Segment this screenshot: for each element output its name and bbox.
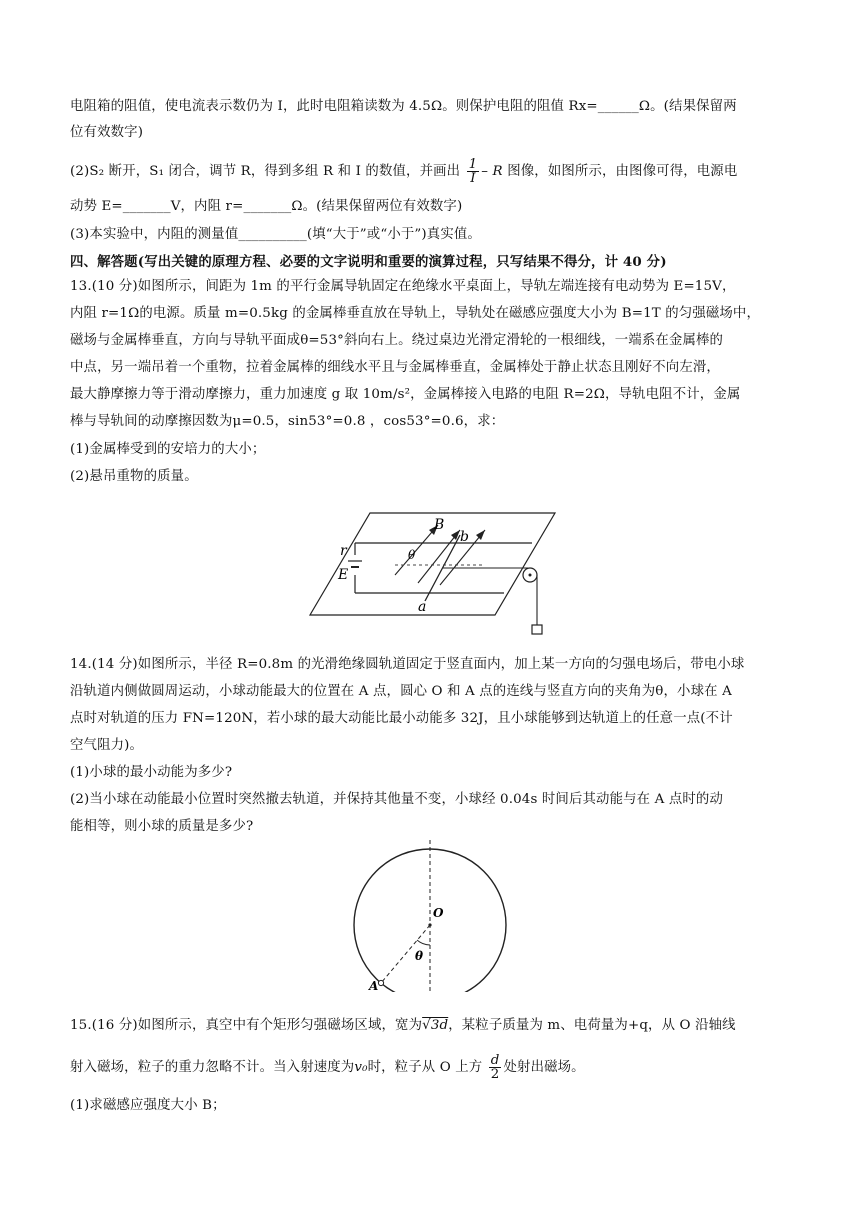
text-line: 14.(14 分)如图所示，半径 R=0.8m 的光滑绝缘圆轨道固定于竖直面内，加上某一方向的匀强电场后，带电小球 xyxy=(70,657,745,672)
text-segment: (2)S₂ 断开，S₁ 闭合，调节 R，得到多组 R 和 I 的数值，并画出 xyxy=(70,164,461,179)
text-line: 动势 E=_______V，内阻 r=_______Ω。(结果保留两位有效数字) xyxy=(70,199,463,214)
center-o xyxy=(428,923,431,926)
text-segment: 处射出磁场。 xyxy=(503,1060,585,1075)
text-line: (2)悬吊重物的质量。 xyxy=(70,469,198,484)
label-theta: θ xyxy=(415,949,424,963)
theta-arc xyxy=(417,940,430,945)
text-line: 空气阻力)。 xyxy=(70,738,144,753)
text-line: 沿轨道内侧做圆周运动，小球动能最大的位置在 A 点，圆心 O 和 A 点的连线与竖直方向的夹角为θ，小球在 A xyxy=(70,684,732,699)
text-line: (2)当小球在动能最小位置时突然撤去轨道，并保持其他量不变，小球经 0.04s 时间后其动能与在 A 点时的动 xyxy=(70,792,724,807)
rail-magnetic-field-figure xyxy=(300,505,565,640)
fraction-1-over-i xyxy=(467,158,480,185)
text-line: 点时对轨道的压力 FN=120N，若小球的最大动能比最小动能多 32J，且小球能够到达轨道上的任意一点(不计 xyxy=(70,711,733,726)
text-line: 电阻箱的阻值，使电流表示数仍为 I，此时电阻箱读数为 4.5Ω。则保护电阻的阻值 Rx=______Ω。(结果保留两 xyxy=(70,99,737,114)
fraction-denominator: I xyxy=(470,171,476,186)
sqrt3-d: √3d xyxy=(422,1018,449,1033)
text-line: 位有效数字) xyxy=(70,125,144,140)
text-line: (1)求磁感应强度大小 B； xyxy=(70,1098,226,1113)
text-segment: 射入磁场，粒子的重力忽略不计。当入射速度为 xyxy=(70,1060,355,1075)
label-o: O xyxy=(433,906,444,920)
text-segment: ，某粒子质量为 m、电荷量为+q，从 O 沿轴线 xyxy=(448,1018,736,1033)
text-line xyxy=(70,1054,800,1081)
pulley-axle xyxy=(529,574,532,577)
label-e: E xyxy=(338,567,349,583)
text-line xyxy=(70,158,800,185)
text-line: 内阻 r=1Ω的电源。质量 m=0.5kg 的金属棒垂直放在导轨上，导轨处在磁感应强度大小为 B=1T 的匀强磁场中， xyxy=(70,306,761,321)
text-line: 磁场与金属棒垂直，方向与导轨平面成θ=53°斜向右上。绕过桌边光滑定滑轮的一根细线，一端系在金属棒的 xyxy=(70,333,724,348)
point-a xyxy=(378,980,383,985)
label-a-end: a xyxy=(418,599,427,615)
label-b-field: B xyxy=(434,517,445,533)
circular-track-figure xyxy=(345,840,515,992)
text-line: (3)本实验中，内阻的测量值__________(填“大于”或“小于”)真实值。 xyxy=(70,227,481,242)
text-segment: 图像，如图所示，由图像可得，电源电 xyxy=(507,164,738,179)
label-b-end: b xyxy=(460,529,469,545)
label-a: A xyxy=(369,979,379,992)
label-theta: θ xyxy=(408,548,416,562)
text-line: 能相等，则小球的质量是多少? xyxy=(70,819,254,834)
text-line: 棒与导轨间的动摩擦因数为μ=0.5，sin53°=0.8 ，cos53°=0.6，求： xyxy=(70,414,505,429)
label-r: r xyxy=(340,543,347,559)
text-line: (1)金属棒受到的安培力的大小； xyxy=(70,442,266,457)
fraction-denominator: 2 xyxy=(490,1067,500,1082)
text-line: (1)小球的最小动能为多少? xyxy=(70,765,233,780)
fraction-d-over-2 xyxy=(489,1054,502,1081)
section-heading: 四、解答题(写出关键的原理方程、必要的文字说明和重要的演算过程，只写结果不得分，计 40 分) xyxy=(70,254,667,270)
minus-r: – R xyxy=(481,164,503,179)
v0: v₀ xyxy=(354,1060,368,1075)
text-line: 13.(10 分)如图所示，间距为 1m 的平行金属导轨固定在绝缘水平桌面上，导轨左端连接有电动势为 E=15V， xyxy=(70,279,736,294)
text-segment: 时，粒子从 O 上方 xyxy=(367,1060,483,1075)
text-line xyxy=(70,1016,800,1036)
text-line: 中点，另一端吊着一个重物，拉着金属棒的细线水平且与金属棒垂直，金属棒处于静止状态且刚好不向左滑， xyxy=(70,360,720,375)
fraction-numerator: 1 xyxy=(468,157,478,172)
fraction-numerator: d xyxy=(490,1053,500,1068)
text-segment: 15.(16 分)如图所示，真空中有个矩形匀强磁场区域，宽为 xyxy=(70,1018,423,1033)
hanging-weight xyxy=(532,625,542,634)
text-line: 最大静摩擦力等于滑动摩擦力，重力加速度 g 取 10m/s²，金属棒接入电路的电阻 R=2Ω，导轨电阻不计，金属 xyxy=(70,387,741,402)
